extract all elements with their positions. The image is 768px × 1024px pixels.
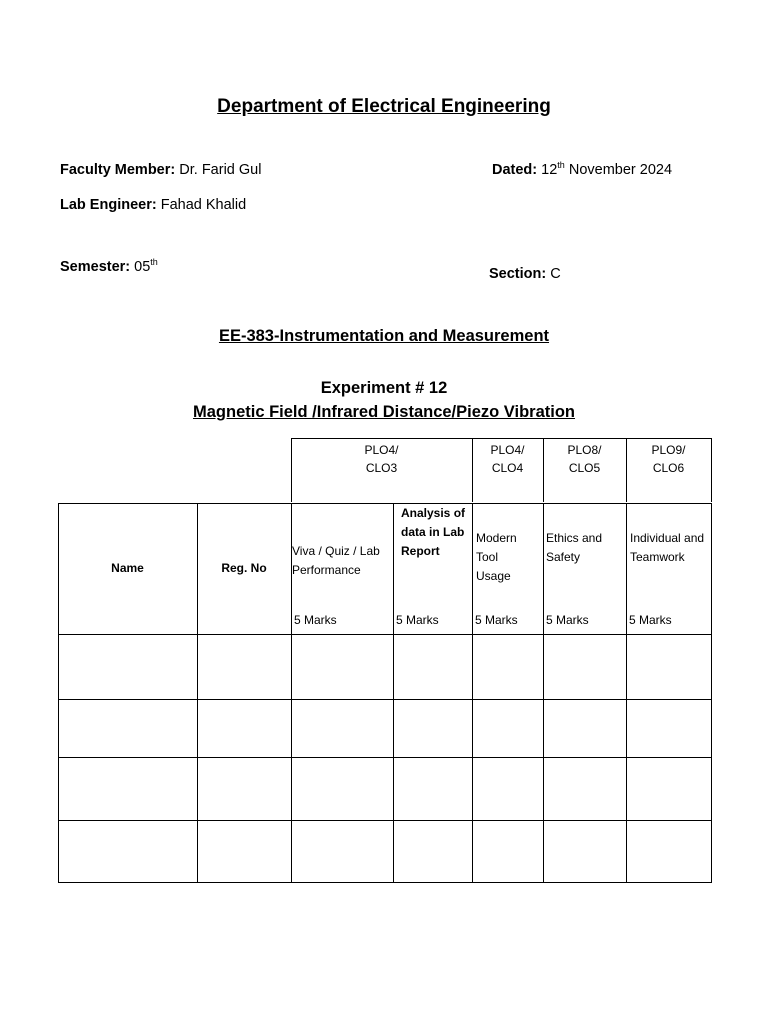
experiment-title: Magnetic Field /Infrared Distance/Piezo Vibration: [192, 403, 576, 421]
plo-header-right-border: [711, 438, 712, 502]
section-label: Section:: [489, 266, 547, 282]
lab-engineer: [60, 197, 246, 213]
plo-header-top-border: [291, 438, 712, 439]
table-row-border: [58, 503, 712, 504]
section: [489, 266, 561, 282]
semester-suffix: th: [150, 257, 158, 267]
table-row: [58, 699, 712, 757]
section-value: C: [550, 266, 561, 282]
criterion-label-2: Analysis of data in Lab Report: [401, 506, 466, 558]
dated: [492, 162, 672, 178]
criterion-marks-5: 5 Marks: [629, 613, 672, 627]
dated-suffix: th: [557, 160, 565, 170]
criterion-marks-4: 5 Marks: [546, 613, 589, 627]
criterion-label-5: Individual and Teamwork: [630, 531, 705, 564]
plo-header-4: PLO9/ CLO6: [651, 443, 686, 475]
table-row: [58, 820, 712, 882]
faculty-label: Faculty Member:: [60, 162, 176, 178]
department-title: Department of Electrical Engineering: [217, 96, 551, 117]
table-row-border: [58, 882, 712, 883]
semester-value: 05: [134, 259, 151, 275]
semester-label: Semester:: [60, 259, 131, 275]
engineer-label: Lab Engineer:: [60, 197, 157, 213]
table-row: [58, 634, 712, 699]
faculty-member: [60, 162, 261, 178]
criterion-marks-2: 5 Marks: [396, 613, 439, 627]
engineer-value: Fahad Khalid: [160, 197, 247, 213]
plo-header-3: PLO8/ CLO5: [567, 443, 602, 475]
faculty-value: Dr. Farid Gul: [179, 162, 262, 178]
criterion-marks-3: 5 Marks: [475, 613, 518, 627]
table-row: [58, 757, 712, 820]
reg-no-header: Reg. No: [221, 561, 267, 575]
dated-label: Dated:: [492, 162, 538, 178]
dated-rest: November 2024: [568, 162, 673, 178]
criterion-label-4: Ethics and Safety: [546, 531, 603, 564]
criterion-marks-1: 5 Marks: [294, 613, 337, 627]
course-title: EE-383-Instrumentation and Measurement: [218, 327, 550, 345]
criterion-label-1: Viva / Quiz / Lab Performance: [292, 544, 380, 577]
dated-day: 12: [541, 162, 558, 178]
experiment-number: Experiment # 12: [320, 379, 448, 397]
criterion-label-3: Modern Tool Usage: [476, 531, 517, 583]
plo-header-1: PLO4/ CLO3: [364, 443, 399, 475]
plo-header-2: PLO4/ CLO4: [490, 443, 525, 475]
name-header: Name: [111, 561, 144, 575]
semester: [60, 259, 158, 275]
